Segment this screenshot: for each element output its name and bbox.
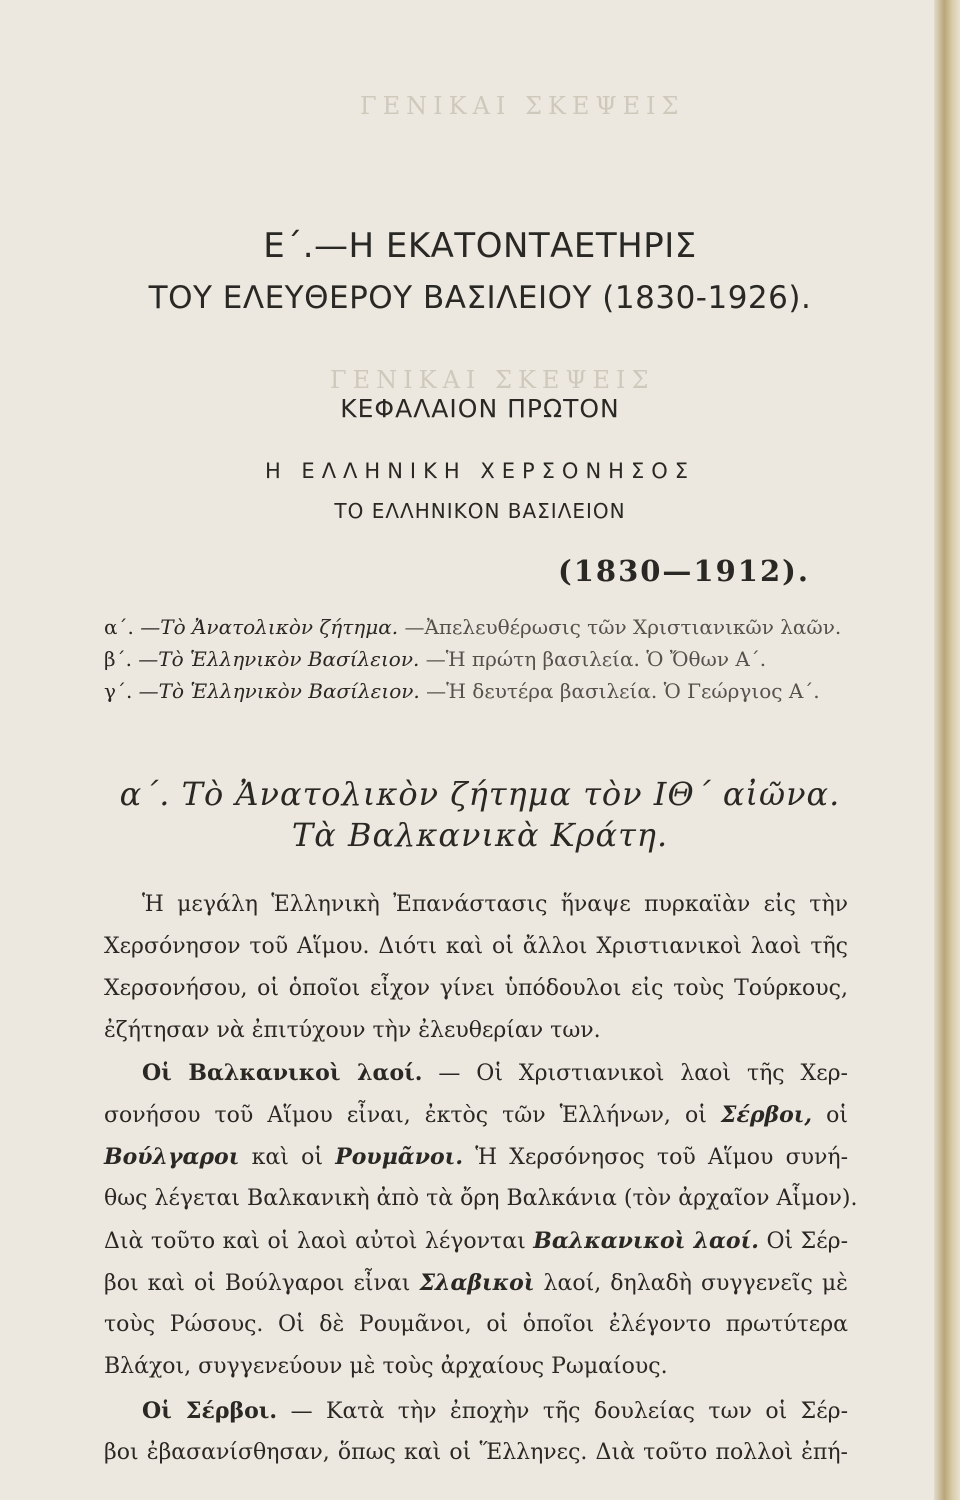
heading-line-1: Ε΄.—Η ΕΚΑΤΟΝΤΑΕΤΗΡΙΣ bbox=[263, 226, 697, 266]
emphasis: Ρουμᾶνοι. bbox=[335, 1144, 463, 1170]
body-line: Οἱ Σέρβοι. — Κατὰ τὴν ἐποχὴν τῆς δουλείας των οἱ Σέρ- bbox=[142, 1398, 849, 1424]
body-line: τοὺς Ρώσους. Οἱ δὲ Ρουμᾶνοι, οἱ ὁποῖοι ἐλέγοντο πρωτύτερα bbox=[104, 1312, 848, 1337]
body-line: βοι ἐβασανίσθησαν, ὅπως καὶ οἱ Ἕλληνες. Διὰ τοῦτο πολλοὶ ἐπή- bbox=[104, 1440, 848, 1465]
bleed-through-text: ΓΕΝΙΚΑΙ ΣΚΕΨΕΙΣ bbox=[360, 92, 685, 120]
paragraph-heading: Οἱ Βαλκανικοὶ λαοί. bbox=[142, 1060, 423, 1086]
subtitle-peninsula: Η ΕΛΛΗΝΙΚΗ ΧΕΡΣΟΝΗΣΟΣ bbox=[264, 459, 696, 483]
bleed-through-text-2: ΓΕΝΙΚΑΙ ΣΚΕΨΕΙΣ bbox=[330, 366, 655, 394]
emphasis: Σλαβικοὶ bbox=[419, 1270, 535, 1296]
toc-title: —Τὸ Ἑλληνικὸν Βασίλειον. bbox=[138, 679, 420, 703]
toc-item bbox=[104, 679, 820, 703]
body-line: Ἡ μεγάλη Ἑλληνικὴ Ἐπανάστασις ἥναψε πυρκαϊὰν εἰς τὴν bbox=[142, 892, 848, 917]
body-line: σονήσου τοῦ Αἵμου εἶναι, ἐκτὸς τῶν Ἑλλήνων, οἱ Σέρβοι, οἱ bbox=[104, 1102, 848, 1128]
date-range: (1830—1912). bbox=[558, 554, 810, 588]
toc-item bbox=[104, 647, 766, 671]
body-line: Βλάχοι, συγγενεύουν μὲ τοὺς ἀρχαίους Ρωμαίους. bbox=[104, 1354, 668, 1379]
body-line: Διὰ τοῦτο καὶ οἱ λαοὶ αὐτοὶ λέγονται Βαλκανικοὶ λαοί. Οἱ Σέρ- bbox=[104, 1228, 849, 1254]
toc-description: —Ἡ πρώτη βασιλεία. Ὁ Ὄθων Α΄. bbox=[425, 647, 767, 671]
toc-title: —Τὸ Ἑλληνικὸν Βασίλειον. bbox=[138, 647, 420, 671]
body-line: Χερσονήσου, οἱ ὁποῖοι εἶχον γίνει ὑπόδουλοι εἰς τοὺς Τούρκους, bbox=[104, 976, 848, 1001]
body-line: Οἱ Βαλκανικοὶ λαοί. — Οἱ Χριστιανικοὶ λαοὶ τῆς Χερ- bbox=[142, 1060, 848, 1086]
toc-number: γ΄. bbox=[104, 679, 133, 703]
emphasis: Βούλγαροι bbox=[104, 1144, 240, 1170]
body-line: βοι καὶ οἱ Βούλγαροι εἶναι Σλαβικοὶ λαοί, δηλαδὴ συγγενεῖς μὲ bbox=[104, 1270, 848, 1296]
toc-number: α΄. bbox=[104, 615, 134, 639]
toc-title: —Τὸ Ἀνατολικὸν ζήτημα. bbox=[140, 615, 399, 639]
body-line: Χερσόνησον τοῦ Αἵμου. Διότι καὶ οἱ ἄλλοι Χριστιανικοὶ λαοὶ τῆς bbox=[104, 934, 848, 959]
emphasis: Σέρβοι, bbox=[720, 1102, 813, 1128]
heading-line-2: ΤΟΥ ΕΛΕΥΘΕΡΟΥ ΒΑΣΙΛΕΙΟΥ (1830-1926). bbox=[148, 280, 812, 316]
section-title-line-2: Τὰ Βαλκανικὰ Κράτη. bbox=[291, 816, 669, 854]
body-line: Βούλγαροι καὶ οἱ Ρουμᾶνοι. Ἡ Χερσόνησος τοῦ Αἵμου συνή- bbox=[104, 1144, 849, 1170]
toc-number: β΄. bbox=[104, 647, 132, 671]
paragraph-heading: Οἱ Σέρβοι. bbox=[142, 1398, 278, 1424]
toc-description: —Ἀπελευθέρωσις τῶν Χριστιανικῶν λαῶν. bbox=[404, 615, 842, 639]
subtitle-kingdom: ΤΟ ΕΛΛΗΝΙΚΟΝ ΒΑΣΙΛΕΙΟΝ bbox=[334, 499, 626, 523]
body-line: θως λέγεται Βαλκανικὴ ἀπὸ τὰ ὄρη Βαλκάνια (τὸν ἀρχαῖον Αἷμον). bbox=[104, 1186, 858, 1211]
emphasis: Βαλκανικοὶ λαοί. bbox=[533, 1228, 759, 1254]
section-title-line-1: α΄. Τὸ Ἀνατολικὸν ζήτημα τὸν ΙΘ΄ αἰῶνα. bbox=[119, 775, 841, 813]
page-edge bbox=[934, 0, 960, 1500]
body-line: ἐζήτησαν νὰ ἐπιτύχουν τὴν ἐλευθερίαν των. bbox=[104, 1018, 601, 1043]
chapter-heading: ΚΕΦΑΛΑΙΟΝ ΠΡΩΤΟΝ bbox=[340, 394, 620, 423]
toc-description: —Ἡ δευτέρα βασιλεία. Ὁ Γεώργιος Α΄. bbox=[426, 679, 820, 703]
toc-item bbox=[104, 615, 841, 639]
